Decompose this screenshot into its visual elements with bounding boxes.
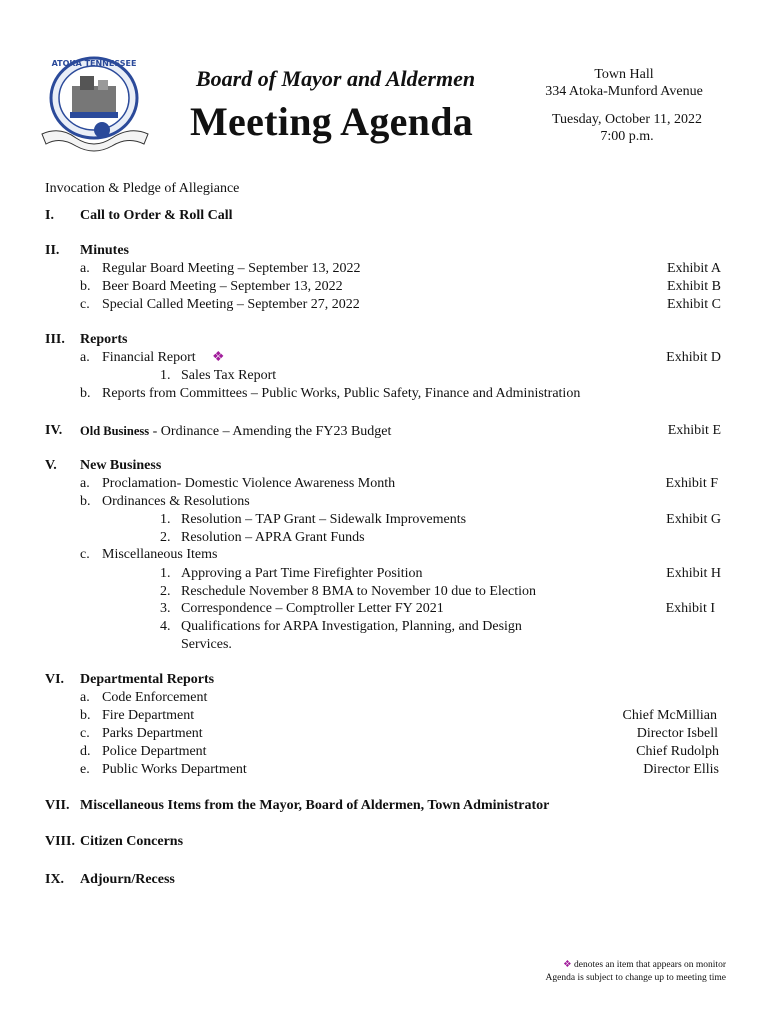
subitem-text: Qualifications for ARPA Investigation, Planning, and Design xyxy=(181,619,522,634)
item-text: Special Called Meeting – September 27, 2022 xyxy=(102,297,360,312)
section-number: II. xyxy=(45,243,60,258)
section-title: New Business xyxy=(80,458,162,473)
exhibit-label: Exhibit B xyxy=(666,279,721,294)
responsible-person: Director Isbell xyxy=(636,726,718,741)
subitem-text: Resolution – TAP Grant – Sidewalk Improvements xyxy=(181,512,467,527)
item-letter: c. xyxy=(80,297,90,312)
item-text: Financial Report xyxy=(102,350,196,365)
monitor-marker-icon: ❖ xyxy=(212,350,225,365)
subitem-number: 3. xyxy=(160,601,171,616)
board-title: Board of Mayor and Aldermen xyxy=(196,66,476,91)
section-number: IV. xyxy=(45,423,63,438)
item-text: Regular Board Meeting – September 13, 2022 xyxy=(102,261,361,276)
responsible-person: Director Ellis xyxy=(643,762,719,777)
exhibit-label: Exhibit I xyxy=(665,601,715,616)
section-title: Reports xyxy=(80,332,128,347)
page-title: Meeting Agenda xyxy=(190,99,474,144)
subitem-text: Resolution – APRA Grant Funds xyxy=(181,530,365,545)
subitem-text: Correspondence – Comptroller Letter FY 2021 xyxy=(181,601,444,616)
item-letter: e. xyxy=(80,762,90,777)
invocation-line: Invocation & Pledge of Allegiance xyxy=(45,181,240,196)
item-text: Miscellaneous Items xyxy=(102,547,218,562)
subitem-text: Sales Tax Report xyxy=(181,368,277,383)
section-number: III. xyxy=(45,332,65,347)
item-letter: b. xyxy=(80,708,91,723)
item-letter: d. xyxy=(80,744,91,759)
subitem-number: 1. xyxy=(160,368,171,383)
item-text: Fire Department xyxy=(102,708,195,723)
exhibit-label: Exhibit G xyxy=(666,512,721,527)
monitor-marker-icon: ❖ xyxy=(563,960,572,970)
subitem-number: 4. xyxy=(160,619,171,634)
item-text: Public Works Department xyxy=(102,762,247,777)
footer-note-monitor xyxy=(563,959,726,972)
item-letter: c. xyxy=(80,547,90,562)
section-number: V. xyxy=(45,458,57,473)
subitem-number: 2. xyxy=(160,584,171,599)
item-text: Parks Department xyxy=(102,726,203,741)
section-number: VI. xyxy=(45,672,65,687)
item-text: Beer Board Meeting – September 13, 2022 xyxy=(102,279,343,294)
exhibit-label: Exhibit H xyxy=(666,566,721,581)
responsible-person: Chief McMillian xyxy=(622,708,717,723)
item-letter: a. xyxy=(80,476,90,491)
item-letter: a. xyxy=(80,261,90,276)
subitem-number: 2. xyxy=(160,530,171,545)
item-text: - Ordinance – Amending the FY23 Budget xyxy=(149,424,392,439)
item-text: Proclamation- Domestic Violence Awareness Month xyxy=(102,476,396,491)
section-number: I. xyxy=(45,208,54,223)
item-letter: b. xyxy=(80,386,91,401)
seal-text: ATOKA TENNESSEE xyxy=(51,59,137,68)
section-title: Citizen Concerns xyxy=(80,834,184,849)
item-letter: a. xyxy=(80,690,90,705)
item-text: Reports from Committees – Public Works, Public Safety, Finance and Administration xyxy=(102,386,581,401)
item-text: Code Enforcement xyxy=(102,690,208,705)
footer-note-text: denotes an item that appears on monitor xyxy=(574,960,726,970)
section-line xyxy=(80,422,391,441)
section-title: Departmental Reports xyxy=(80,672,215,687)
section-number: VII. xyxy=(45,798,70,813)
section-title: Adjourn/Recess xyxy=(80,872,175,887)
section-title: Old Business xyxy=(80,424,150,438)
exhibit-label: Exhibit E xyxy=(667,423,721,438)
section-number: VIII. xyxy=(45,834,75,849)
section-title: Minutes xyxy=(80,243,129,258)
exhibit-label: Exhibit D xyxy=(666,350,721,365)
subitem-text-continued: Services. xyxy=(181,637,232,652)
subitem-number: 1. xyxy=(160,566,171,581)
location-line-2: 334 Atoka-Munford Avenue xyxy=(545,84,703,99)
exhibit-label: Exhibit A xyxy=(666,261,721,276)
item-letter: b. xyxy=(80,279,91,294)
responsible-person: Chief Rudolph xyxy=(636,744,719,759)
section-number: IX. xyxy=(45,872,65,887)
subitem-number: 1. xyxy=(160,512,171,527)
town-seal-logo xyxy=(40,52,150,152)
item-text: Police Department xyxy=(102,744,207,759)
subitem-text: Approving a Part Time Firefighter Position xyxy=(181,566,423,581)
exhibit-label: Exhibit F xyxy=(665,476,718,491)
section-title: Miscellaneous Items from the Mayor, Board of Aldermen, Town Administrator xyxy=(80,798,550,813)
item-letter: c. xyxy=(80,726,90,741)
item-letter: b. xyxy=(80,494,91,509)
subitem-text: Reschedule November 8 BMA to November 10 due to Election xyxy=(181,584,536,599)
meeting-time: 7:00 p.m. xyxy=(600,129,654,144)
exhibit-label: Exhibit C xyxy=(666,297,721,312)
item-letter: a. xyxy=(80,350,90,365)
section-title: Call to Order & Roll Call xyxy=(80,208,233,223)
meeting-date: Tuesday, October 11, 2022 xyxy=(551,112,703,127)
footer-note-change: Agenda is subject to change up to meeting time xyxy=(545,973,726,983)
location-line-1: Town Hall xyxy=(594,67,654,82)
item-text: Ordinances & Resolutions xyxy=(102,494,250,509)
